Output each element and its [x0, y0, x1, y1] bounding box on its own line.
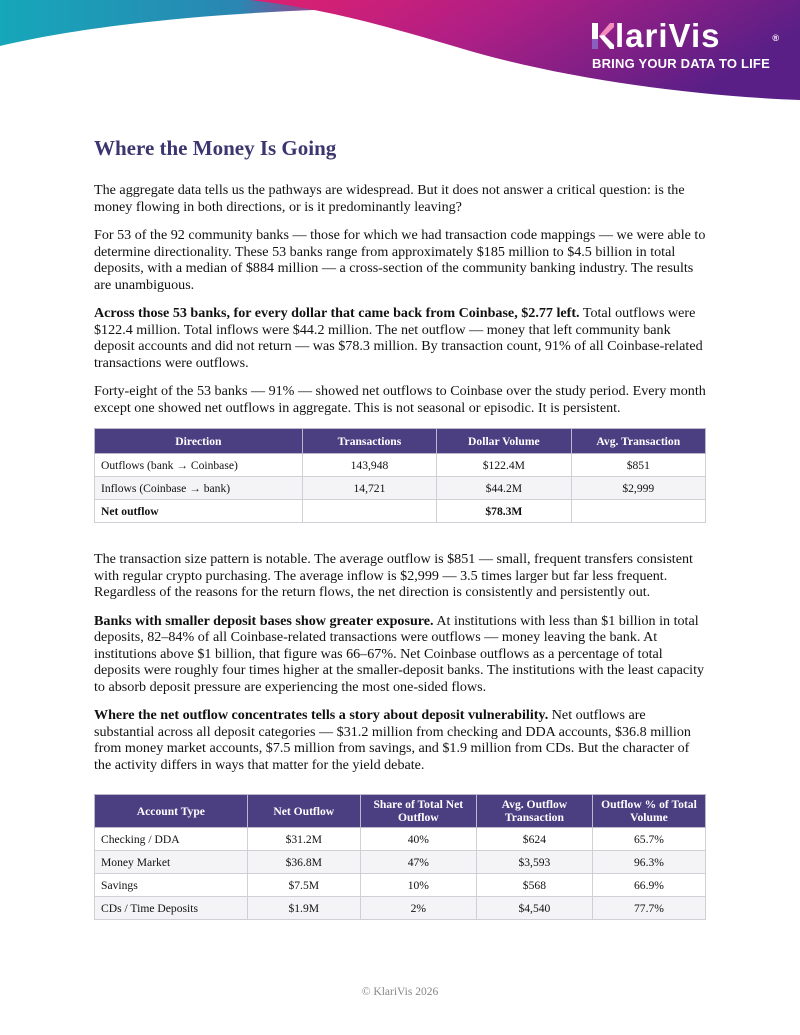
table-cell: Net outflow [95, 500, 303, 523]
column-header: Dollar Volume [437, 429, 571, 454]
table-cell: $624 [476, 828, 592, 851]
page-footer: © KlariVis 2026 [361, 986, 439, 998]
column-header: Avg. Transaction [571, 429, 705, 454]
table-row [95, 851, 706, 874]
paragraph-smaller-banks [94, 613, 706, 696]
table-cell: $1.9M [247, 897, 360, 920]
page-title: Where the Money Is Going [94, 136, 337, 160]
table-cell: $851 [571, 454, 705, 477]
table-cell [302, 500, 436, 523]
column-header: Account Type [95, 795, 248, 828]
lead-sentence-bold: Banks with smaller deposit bases show greater exposure. [94, 612, 434, 629]
table-cell: 47% [360, 851, 476, 874]
table-row [95, 897, 706, 920]
table-cell: $36.8M [247, 851, 360, 874]
lead-sentence-bold: Where the net outflow concentrates tells a story about deposit vulnerability. [94, 707, 549, 723]
table-cell: 143,948 [302, 454, 436, 477]
table-row [95, 454, 706, 477]
table-cell: 96.3% [592, 851, 705, 874]
table-cell: Savings [95, 874, 248, 897]
table-cell: Inflows (Coinbase → bank) [95, 477, 303, 500]
table-cell: $7.5M [247, 874, 360, 897]
paragraph-persistence: Forty-eight of the 53 banks — 91% — showed net outflows to Coinbase over the study period. Every month except one showed net outflows in aggregate. This is not seasonal or episodic. It is persistent. [94, 383, 706, 416]
table-cell: $31.2M [247, 828, 360, 851]
table-cell: 10% [360, 874, 476, 897]
table-cell: $78.3M [437, 500, 571, 523]
paragraph-text: Total outflows were $122.4 million. Total inflows were $44.2 million. The net outflow — money that left community bank deposit accounts and did not return — was $78.3 million. By transaction count, 91% of all Coinbase-related transactions were outflows. [94, 305, 703, 371]
paragraph-intro: The aggregate data tells us the pathways are widespread. But it does not answer a critical question: is the money flowing in both directions, or is it predominantly leaving? [94, 182, 685, 215]
table-cell: Outflows (bank → Coinbase) [95, 454, 303, 477]
column-header: Avg. Outflow Transaction [476, 795, 592, 828]
paragraph-text: Net outflows are substantial across all deposit categories — $31.2 million from checking and DDA accounts, $36.8 million from money market accounts, $7.5 million from savings, and $1.9 million from CDs. But the character of the activity differs in ways that matter for the yield debate. [94, 707, 691, 773]
table-row [95, 477, 706, 500]
table-cell: $44.2M [437, 477, 571, 500]
column-header: Share of Total Net Outflow [360, 795, 476, 828]
table-cell: 14,721 [302, 477, 436, 500]
logo-k-mark-icon [592, 23, 614, 49]
column-header: Net Outflow [247, 795, 360, 828]
table-header-row [95, 795, 706, 828]
paragraph-transaction-size: The transaction size pattern is notable. The average outflow is $851 — small, frequent transfers consistent with regular crypto purchasing. The average inflow is $2,999 — 3.5 times larger but far less frequent. Regardless of the reasons for the return flows, the net direction is consistently and persistently out. [94, 551, 693, 600]
table-cell: Checking / DDA [95, 828, 248, 851]
table-header-row [95, 429, 706, 454]
table-row-total [95, 500, 706, 523]
table-row [95, 828, 706, 851]
main-content [94, 136, 706, 920]
table-cell: Money Market [95, 851, 248, 874]
table-cell: $2,999 [571, 477, 705, 500]
logo-tagline: BRING YOUR DATA TO LIFE [592, 56, 770, 71]
table-cell: $3,593 [476, 851, 592, 874]
paragraph-dollar-ratio [94, 305, 706, 371]
column-header: Outflow % of Total Volume [592, 795, 705, 828]
table-row [95, 874, 706, 897]
registered-mark: ® [772, 33, 780, 43]
table-cell: 77.7% [592, 897, 705, 920]
table-cell: $122.4M [437, 454, 571, 477]
header-banner [0, 0, 800, 120]
account-type-table [94, 794, 706, 920]
table-cell: 66.9% [592, 874, 705, 897]
table-cell: 40% [360, 828, 476, 851]
column-header: Transactions [302, 429, 436, 454]
paragraph-deposit-vulnerability [94, 707, 706, 773]
table-cell: CDs / Time Deposits [95, 897, 248, 920]
direction-table [94, 428, 706, 523]
table-cell [571, 500, 705, 523]
lead-sentence-bold: Across those 53 banks, for every dollar that came back from Coinbase, $2.77 left. [94, 305, 580, 321]
klarivis-logo: lariVis ® BRING YOUR DATA TO LIFE [592, 17, 780, 71]
table-cell: $568 [476, 874, 592, 897]
paragraph-directionality: For 53 of the 92 community banks — those for which we had transaction code mappings — we were able to determine directionality. These 53 banks range from approximately $185 million to $4.5 billion in total deposits, with a median of $884 million — a cross-section of the community banking industry. The results are unambiguous. [94, 227, 706, 293]
column-header: Direction [95, 429, 303, 454]
table-cell: $4,540 [476, 897, 592, 920]
table-cell: 65.7% [592, 828, 705, 851]
paragraph-text: At institutions with less than $1 billion in total deposits, 82–84% of all Coinbase-related transactions were outflows — money leaving the bank. At institutions above $1 billion, that figure was 66–67%. Net Coinbase outflows as a percentage of total deposits were roughly four times higher at the smaller-deposit banks. The institutions with the least capacity to absorb deposit pressure are experiencing the most one-sided flows. [94, 612, 705, 695]
table-cell: 2% [360, 897, 476, 920]
